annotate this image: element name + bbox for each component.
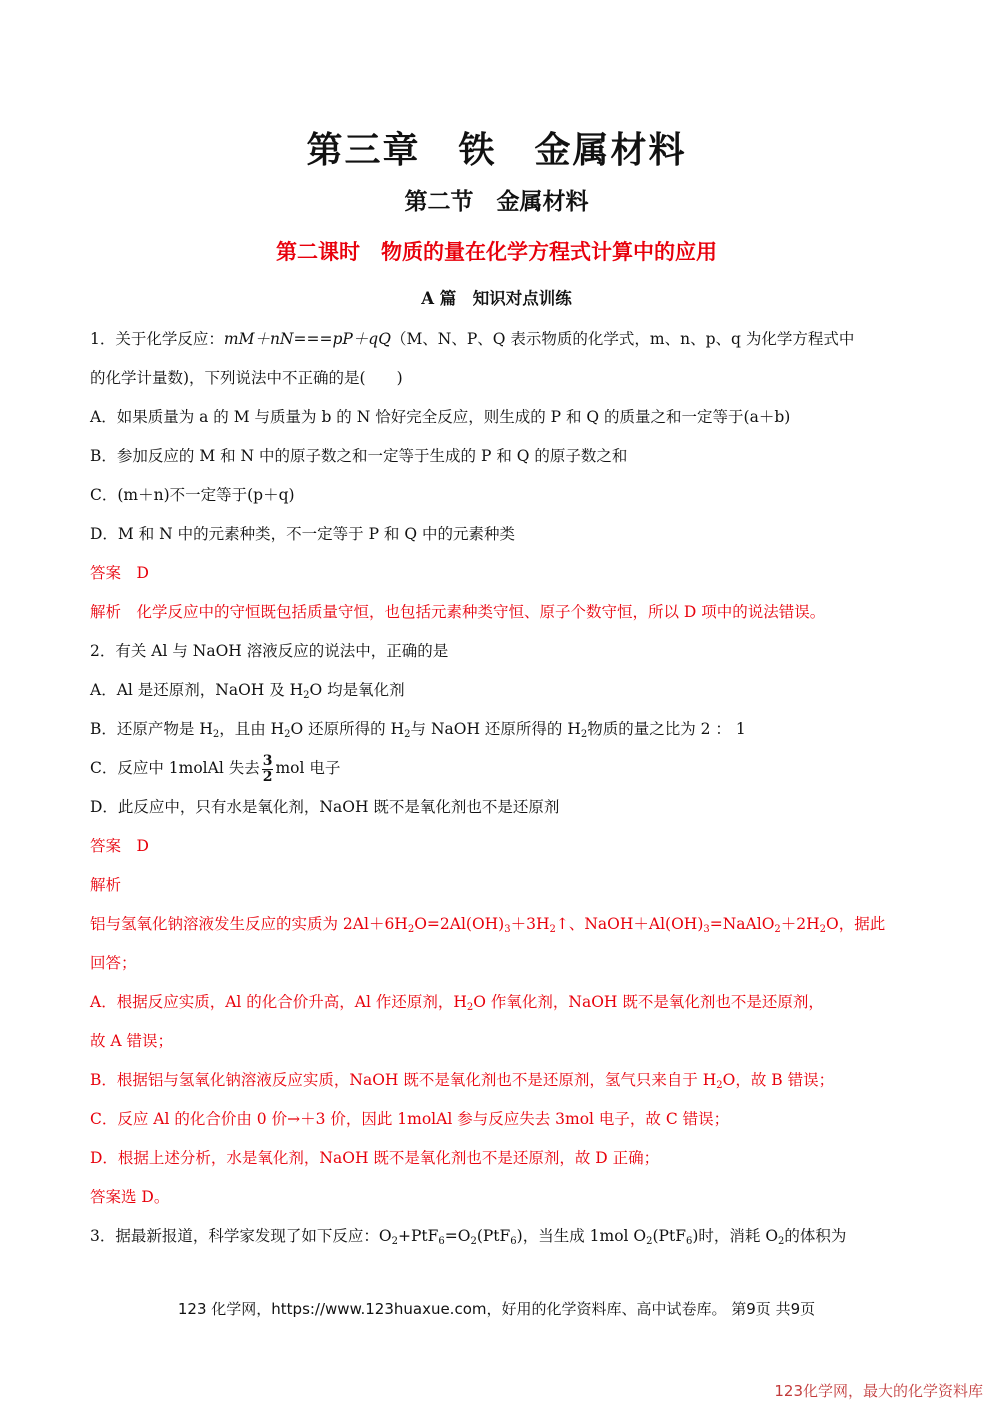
section-title: 第二节 金属材料: [404, 189, 589, 215]
q1-option-b: B．参加反应的 M 和 N 中的原子数之和一定等于生成的 P 和 Q 的原子数之和: [90, 447, 628, 465]
part-title: A 篇 知识对点训练: [421, 289, 572, 308]
q1-option-d: D．M 和 N 中的元素种类，不一定等于 P 和 Q 中的元素种类: [90, 525, 515, 543]
q2-analysis-label: 解析: [90, 876, 122, 894]
q1-option-c: C．(m＋n)不一定等于(p＋q): [90, 486, 295, 504]
page-footer: 123 化学网，https://www.123huaxue.com，好用的化学资料库、高中试卷库。 第9页 共9页: [177, 1300, 816, 1318]
q2-analysis-b: B．根据铝与氢氧化钠溶液反应实质，NaOH 既不是氧化剂也不是还原剂，氢气只来自于 $H_2O$，故 B 错误；: [90, 1071, 835, 1091]
q1-stem-line1: 1．关于化学反应：mM＋nN===pP＋qQ（M、N、P、Q 表示物质的化学式，m、n、p、q 为化学方程式中: [90, 330, 855, 348]
q2-analysis-a-cont: 故 A 错误；: [90, 1032, 174, 1050]
chapter-title: 第三章 铁 金属材料: [306, 130, 687, 171]
q2-answer: 答案 D: [90, 837, 149, 855]
q1-equation: mM＋nN===pP＋qQ: [223, 330, 391, 348]
q2-analysis-answer-lead: 回答；: [90, 954, 137, 972]
q2-analysis-c: C．反应 Al 的化合价由 0 价→＋3 价，因此 1molAl 参与反应失去 3mol 电子，故 C 错误；: [90, 1110, 730, 1128]
q1-stem-line2: 的化学计量数)，下列说法中不正确的是( ): [90, 369, 403, 387]
q2-analysis-a: A．根据反应实质，Al 的化合价升高，Al 作还原剂，$H_2O$ 作氧化剂，NaOH 既不是氧化剂也不是还原剂，: [90, 993, 824, 1013]
q2-analysis-reaction: 铝与氢氧化钠溶液发生反应的实质为 $2Al+6H_2O=2Al(OH)_3+3H_2↑$、$NaOH+Al(OH)_3=NaAlO_2+2H_2O$，据此: [90, 915, 886, 935]
document-body: [90, 320, 905, 1256]
q1-answer: 答案 D: [90, 564, 149, 582]
site-watermark: 123化学网，最大的化学资料库: [774, 1382, 983, 1400]
q2-option-a: A．Al 是还原剂，NaOH 及 $H_2O$ 均是氧化剂: [90, 681, 405, 701]
q1-option-a: A．如果质量为 a 的 M 与质量为 b 的 N 恰好完全反应，则生成的 P 和 Q 的质量之和一定等于(a＋b): [90, 408, 791, 426]
q2-stem: 2．有关 Al 与 NaOH 溶液反应的说法中，正确的是: [90, 642, 449, 660]
q2-analysis-d: D．根据上述分析，水是氧化剂，NaOH 既不是氧化剂也不是还原剂，故 D 正确；: [90, 1149, 660, 1167]
fraction-three-halves: $\frac{3}{2}$: [262, 752, 273, 785]
q2-option-b: B．还原产物是 $H_2$，且由 $H_2O$ 还原所得的 $H_2$与 NaOH 还原所得的 $H_2$物质的量之比为 2 ： 1: [90, 720, 746, 740]
q3-stem: 3．据最新报道，科学家发现了如下反应：$O_2+PtF_6=O_2(PtF_6)$，当生成 1mol $O_2(PtF_6)$时，消耗 $O_2$的体积为: [90, 1227, 847, 1247]
q2-option-c: C．反应中 1molAl 失去 $\frac{3}{2}$ mol 电子: [90, 752, 341, 785]
q1-analysis: 解析 化学反应中的守恒既包括质量守恒，也包括元素种类守恒、原子个数守恒，所以 D 项中的说法错误。: [90, 603, 826, 621]
q2-option-d: D．此反应中，只有水是氧化剂，NaOH 既不是氧化剂也不是还原剂: [90, 798, 560, 816]
q2-conclusion: 答案选 D。: [90, 1188, 170, 1206]
lesson-title: 第二课时 物质的量在化学方程式计算中的应用: [276, 240, 717, 264]
